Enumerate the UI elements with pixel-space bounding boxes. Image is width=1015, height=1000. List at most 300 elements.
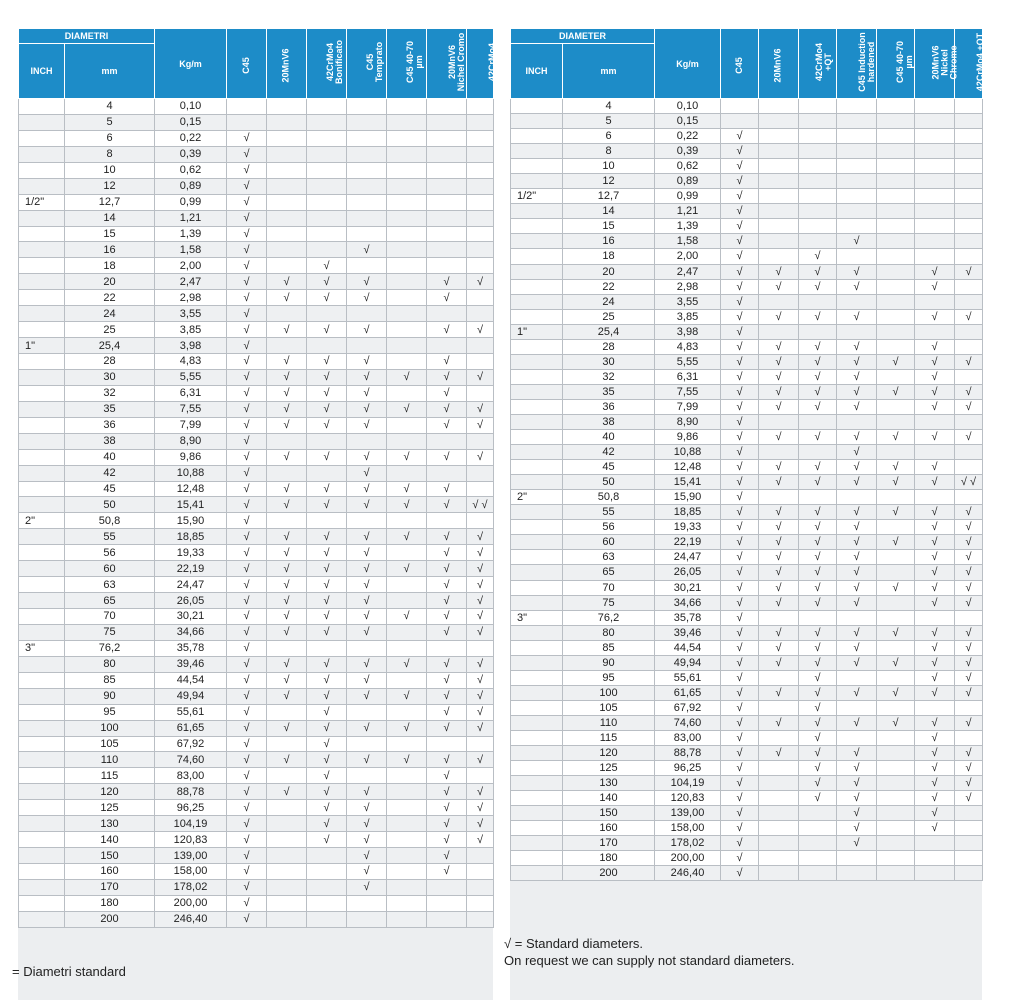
check-cell [347,210,387,226]
inch-cell [19,306,65,322]
check-cell: √ [307,593,347,609]
check-cell: √ [307,401,347,417]
check-cell: √ [467,672,494,688]
mm-cell: 38 [563,414,655,429]
kgm-cell: 96,25 [155,800,227,816]
kgm-cell: 7,55 [155,401,227,417]
inch-cell [511,791,563,806]
check-cell: √ [915,625,955,640]
check-cell: √ [467,816,494,832]
check-cell: √ [227,672,267,688]
check-cell: √ [915,264,955,279]
mm-cell: 14 [65,210,155,226]
check-cell: √ [347,816,387,832]
kgm-cell: 39,46 [155,656,227,672]
right-request-note: On request we can supply not standard diameters. [504,953,795,968]
inch-cell [19,417,65,433]
check-cell: √ [227,800,267,816]
mm-cell: 30 [65,369,155,385]
mm-cell: 12 [65,178,155,194]
kgm-cell: 35,78 [155,640,227,656]
check-cell: √ [721,746,759,761]
check-cell [267,130,307,146]
check-cell [915,445,955,460]
check-cell [267,258,307,274]
inch-cell [19,529,65,545]
check-cell [877,866,915,881]
check-cell: √ [721,791,759,806]
check-cell [387,593,427,609]
kgm-cell: 15,90 [155,513,227,529]
check-cell [467,433,494,449]
inch-cell: 2" [511,490,563,505]
right-diameter-table [510,28,994,881]
check-cell: √ [799,460,837,475]
inch-cell [19,162,65,178]
right-header-material-6 [915,29,959,99]
check-cell [307,465,347,481]
inch-cell [19,274,65,290]
mm-cell: 32 [563,369,655,384]
check-cell: √ [955,565,983,580]
inch-cell [19,864,65,880]
mm-cell: 32 [65,385,155,401]
mm-cell: 95 [65,704,155,720]
table-row [19,879,494,895]
check-cell: √ [467,593,494,609]
right-table-body [511,99,983,881]
table-row [19,688,494,704]
table-row [511,655,983,670]
table-row [511,670,983,685]
kgm-cell: 0,89 [655,174,721,189]
check-cell [387,226,427,242]
check-cell [877,445,915,460]
check-cell [955,490,983,505]
table-row [511,746,983,761]
check-cell [347,338,387,354]
check-cell [759,204,799,219]
check-cell: √ [427,401,467,417]
kgm-cell: 15,41 [655,475,721,490]
check-cell [877,610,915,625]
check-cell: √ [759,550,799,565]
check-cell: √ [877,460,915,475]
check-cell [387,178,427,194]
kgm-cell: 139,00 [655,806,721,821]
check-cell: √ [267,752,307,768]
check-cell: √ [877,354,915,369]
check-cell: √ [227,130,267,146]
mm-cell: 24 [563,294,655,309]
kgm-cell: 4,83 [155,354,227,370]
inch-cell [511,655,563,670]
check-cell: √ [227,561,267,577]
check-cell: √ [307,529,347,545]
check-cell [877,730,915,745]
check-cell: √ [307,481,347,497]
check-cell [467,99,494,115]
check-cell: √ [387,529,427,545]
check-cell: √ [877,535,915,550]
table-row [19,242,494,258]
table-row [19,369,494,385]
check-cell [267,736,307,752]
check-cell: √ [759,399,799,414]
check-cell: √ [721,595,759,610]
check-cell: √ [347,624,387,640]
left-header-material-5 [387,29,427,99]
inch-cell [19,369,65,385]
check-cell [877,399,915,414]
inch-cell [19,736,65,752]
check-cell: √ [721,550,759,565]
check-cell [915,866,955,881]
check-cell [799,866,837,881]
check-cell [307,338,347,354]
mm-cell: 110 [563,715,655,730]
check-cell: √ [721,324,759,339]
inch-cell [511,174,563,189]
check-cell [387,911,427,927]
check-cell: √ [837,746,877,761]
check-cell: √ [799,776,837,791]
check-cell [307,178,347,194]
check-cell: √ [955,776,983,791]
kgm-cell: 96,25 [655,761,721,776]
inch-cell [511,354,563,369]
check-cell: √ [915,776,955,791]
check-cell: √ [347,354,387,370]
inch-cell [511,294,563,309]
check-cell [267,99,307,115]
inch-cell [511,535,563,550]
check-cell [467,481,494,497]
check-cell: √ [307,258,347,274]
check-cell: √ [347,864,387,880]
inch-cell [19,577,65,593]
kgm-cell: 2,47 [655,264,721,279]
inch-cell [511,565,563,580]
check-cell [877,776,915,791]
check-cell: √ [307,720,347,736]
check-cell: √ [427,688,467,704]
table-row [511,505,983,520]
check-cell [877,114,915,129]
check-cell: √ [799,640,837,655]
check-cell [877,550,915,565]
check-cell [837,866,877,881]
mm-cell: 65 [563,565,655,580]
table-row [511,309,983,324]
check-cell [915,129,955,144]
inch-cell [19,656,65,672]
kgm-cell: 88,78 [155,784,227,800]
table-row [511,159,983,174]
mm-cell: 25,4 [563,324,655,339]
check-cell [227,99,267,115]
table-row [19,609,494,625]
kgm-cell: 30,21 [155,609,227,625]
table-row [511,851,983,866]
check-cell [877,294,915,309]
check-cell: √ [721,610,759,625]
inch-cell [511,234,563,249]
check-cell: √ [759,339,799,354]
table-row [511,414,983,429]
check-cell: √ [307,497,347,513]
check-cell: √ [721,475,759,490]
check-cell: √ [347,545,387,561]
check-cell: √ [759,369,799,384]
left-material-label: C45 Temprato [365,41,384,83]
check-cell: √ [427,354,467,370]
check-cell [307,848,347,864]
check-cell [347,736,387,752]
check-cell: √ [955,520,983,535]
mm-cell: 50,8 [65,513,155,529]
table-row [19,194,494,210]
inch-cell [19,752,65,768]
kgm-cell: 0,39 [155,146,227,162]
inch-cell [511,129,563,144]
check-cell: √ [307,656,347,672]
check-cell [877,565,915,580]
inch-cell [19,624,65,640]
table-row [19,640,494,656]
check-cell: √ [721,851,759,866]
check-cell [799,234,837,249]
check-cell: √ [837,565,877,580]
check-cell: √ [759,715,799,730]
check-cell: √ [267,369,307,385]
check-cell [347,146,387,162]
check-cell [955,234,983,249]
check-cell: √ [837,520,877,535]
check-cell [267,704,307,720]
inch-cell [511,866,563,881]
table-row [19,114,494,130]
check-cell [387,704,427,720]
check-cell [759,414,799,429]
table-row [511,204,983,219]
check-cell [267,338,307,354]
check-cell: √ [799,685,837,700]
check-cell [427,226,467,242]
kgm-cell: 24,47 [155,577,227,593]
mm-cell: 20 [563,264,655,279]
kgm-cell: 55,61 [655,670,721,685]
inch-cell [19,178,65,194]
check-cell [427,210,467,226]
check-cell [837,490,877,505]
check-cell: √ [837,685,877,700]
check-cell [467,226,494,242]
inch-cell [511,806,563,821]
right-panel [504,28,994,1000]
left-material-label: 42CrMo4 Bonificato [325,40,344,84]
check-cell [387,832,427,848]
check-cell [347,178,387,194]
check-cell: √ [267,274,307,290]
check-cell [427,465,467,481]
check-cell [877,821,915,836]
check-cell [799,490,837,505]
check-cell: √ [347,401,387,417]
kgm-cell: 34,66 [155,624,227,640]
check-cell: √ [227,146,267,162]
mm-cell: 130 [65,816,155,832]
table-row [19,130,494,146]
right-material-label: C45 Induction hardened [857,32,876,92]
table-row [511,279,983,294]
check-cell [347,162,387,178]
check-cell [387,210,427,226]
check-cell: √ [915,550,955,565]
check-cell [877,174,915,189]
check-cell: √ [759,460,799,475]
check-cell [955,445,983,460]
check-cell: √ [427,369,467,385]
check-cell [915,144,955,159]
check-cell: √ [721,715,759,730]
check-cell: √ [955,640,983,655]
table-row [19,895,494,911]
check-cell: √ [387,656,427,672]
kgm-cell: 200,00 [655,851,721,866]
check-cell: √ [799,475,837,490]
check-cell: √ [955,399,983,414]
left-header-material-2 [267,29,307,99]
check-cell: √ [267,593,307,609]
kgm-cell: 0,10 [155,99,227,115]
check-cell [915,851,955,866]
check-cell: √ [877,655,915,670]
check-cell [267,114,307,130]
table-row [19,274,494,290]
check-cell: √ [799,761,837,776]
check-cell [799,144,837,159]
table-row [511,460,983,475]
check-cell: √ [227,848,267,864]
check-cell: √ [799,746,837,761]
check-cell: √ [347,322,387,338]
check-cell [267,800,307,816]
check-cell: √ [759,640,799,655]
check-cell: √ [915,730,955,745]
check-cell: √ [427,784,467,800]
kgm-cell: 178,02 [655,836,721,851]
inch-cell [19,593,65,609]
check-cell: √ [837,339,877,354]
table-row [511,715,983,730]
check-cell: √ [347,848,387,864]
check-cell [387,640,427,656]
kgm-cell: 0,22 [155,130,227,146]
check-cell [837,670,877,685]
check-cell [267,242,307,258]
right-material-label: 42CrMo4 +QT + IH [975,32,994,92]
check-cell [467,879,494,895]
table-row [19,593,494,609]
table-row [511,610,983,625]
table-row [19,513,494,529]
mm-cell: 95 [563,670,655,685]
check-cell: √ [267,449,307,465]
mm-cell: 28 [563,339,655,354]
table-row [511,700,983,715]
check-cell: √ [837,535,877,550]
mm-cell: 80 [65,656,155,672]
table-row [511,99,983,114]
check-cell [427,895,467,911]
check-cell: √ [227,369,267,385]
kgm-cell: 83,00 [655,730,721,745]
kgm-cell: 30,21 [655,580,721,595]
check-cell [837,700,877,715]
check-cell [955,836,983,851]
check-cell: √ [759,354,799,369]
table-row [511,189,983,204]
table-row [511,219,983,234]
left-header-kgm: Kg/m [155,29,227,99]
check-cell: √ [347,688,387,704]
inch-cell [511,430,563,445]
kgm-cell: 1,39 [655,219,721,234]
check-cell [877,369,915,384]
check-cell: √ [227,736,267,752]
check-cell: √ [427,385,467,401]
inch-cell [19,784,65,800]
check-cell [307,433,347,449]
check-cell [915,249,955,264]
check-cell: √ [467,624,494,640]
check-cell [877,99,915,114]
check-cell [799,219,837,234]
check-cell: √ [799,279,837,294]
check-cell: √ [721,399,759,414]
check-cell [837,610,877,625]
check-cell [307,242,347,258]
table-row [511,565,983,580]
check-cell [837,204,877,219]
check-cell [837,219,877,234]
mm-cell: 85 [65,672,155,688]
check-cell: √ [427,561,467,577]
check-cell [387,290,427,306]
table-row [511,685,983,700]
check-cell: √ [227,879,267,895]
right-header-inch: INCH [511,44,563,99]
kgm-cell: 12,48 [655,460,721,475]
check-cell [759,159,799,174]
mm-cell: 200 [563,866,655,881]
mm-cell: 80 [563,625,655,640]
check-cell: √ [915,565,955,580]
check-cell [307,895,347,911]
kgm-cell: 26,05 [155,593,227,609]
check-cell: √ [467,609,494,625]
check-cell: √ [721,655,759,670]
check-cell: √ [837,580,877,595]
check-cell [837,324,877,339]
check-cell [759,234,799,249]
check-cell [307,114,347,130]
mm-cell: 125 [563,761,655,776]
check-cell: √ [467,417,494,433]
mm-cell: 8 [65,146,155,162]
check-cell: √ [387,401,427,417]
